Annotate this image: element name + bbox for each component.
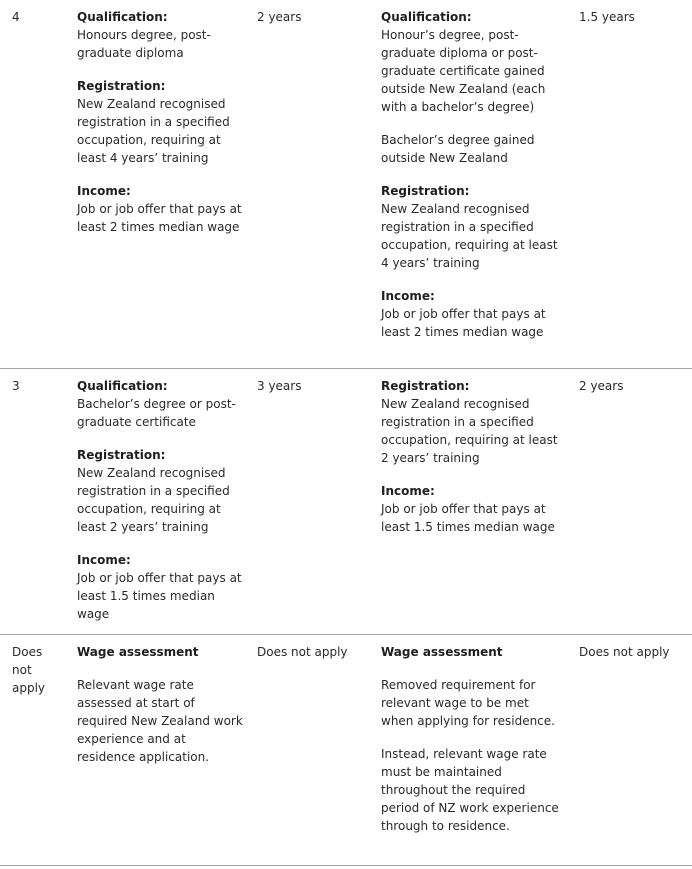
requirement-text: Bachelor’s degree gained outside New Zealand xyxy=(381,133,535,165)
requirement-block xyxy=(77,377,247,431)
requirement-block xyxy=(77,551,247,623)
points-cell: Does not apply xyxy=(12,645,46,695)
current-requirements-cell xyxy=(77,377,247,623)
requirement-text: Job or job offer that pays at least 2 times median wage xyxy=(381,307,546,339)
new-requirements-cell xyxy=(381,8,561,341)
requirement-label: Income: xyxy=(77,553,131,567)
requirement-block xyxy=(381,482,561,536)
current-requirements-cell xyxy=(77,8,247,236)
requirement-label: Qualification: xyxy=(77,379,168,393)
requirement-block xyxy=(381,745,561,835)
requirement-text: Relevant wage rate assessed at start of required New Zealand work experience and at residence application. xyxy=(77,678,243,764)
requirement-text: Bachelor’s degree or post-graduate certificate xyxy=(77,397,236,429)
row-divider xyxy=(0,865,692,866)
requirement-text: Honours degree, post-graduate diploma xyxy=(77,28,211,60)
requirement-text: New Zealand recognised registration in a specified occupation, requiring at least 2 years’ training xyxy=(381,397,558,465)
requirement-label: Registration: xyxy=(381,184,470,198)
requirement-block xyxy=(77,446,247,536)
requirement-block xyxy=(381,8,561,116)
requirement-label: Registration: xyxy=(77,448,166,462)
requirement-block xyxy=(381,377,561,467)
requirement-block xyxy=(77,182,247,236)
requirement-block xyxy=(381,131,561,167)
requirement-block xyxy=(381,182,561,272)
current-time-cell: 3 years xyxy=(257,379,302,393)
current-time-cell: 2 years xyxy=(257,10,302,24)
table-row xyxy=(0,369,692,635)
requirement-block xyxy=(381,643,561,661)
requirement-text: Instead, relevant wage rate must be maintained throughout the required period of NZ work experience through to residence. xyxy=(381,747,559,833)
requirement-text: New Zealand recognised registration in a specified occupation, requiring at least 4 years’ training xyxy=(77,97,230,165)
requirement-label: Income: xyxy=(381,289,435,303)
requirement-text: Job or job offer that pays at least 1.5 times median wage xyxy=(381,502,555,534)
requirement-label: Wage assessment xyxy=(381,645,503,659)
points-cell: 4 xyxy=(12,10,20,24)
current-requirements-cell xyxy=(77,643,247,766)
table-row xyxy=(0,635,692,866)
requirement-block xyxy=(77,77,247,167)
requirement-text: Honour’s degree, post-graduate diploma or post-graduate certificate gained outside New Zealand (each with a bachelor’s degree) xyxy=(381,28,546,114)
requirement-label: Wage assessment xyxy=(77,645,199,659)
table-row xyxy=(0,0,692,369)
new-requirements-cell xyxy=(381,643,561,835)
requirement-block xyxy=(381,287,561,341)
requirement-text: Removed requirement for relevant wage to be met when applying for residence. xyxy=(381,678,555,728)
requirement-label: Qualification: xyxy=(77,10,168,24)
requirement-text: New Zealand recognised registration in a specified occupation, requiring at least 4 years’ training xyxy=(381,202,558,270)
requirement-text: Job or job offer that pays at least 1.5 times median wage xyxy=(77,571,242,621)
requirement-label: Registration: xyxy=(381,379,470,393)
requirement-block xyxy=(77,643,247,661)
requirement-block xyxy=(77,676,247,766)
current-time-cell: Does not apply xyxy=(257,645,348,659)
requirement-block xyxy=(381,676,561,730)
requirement-text: Job or job offer that pays at least 2 times median wage xyxy=(77,202,242,234)
requirement-label: Registration: xyxy=(77,79,166,93)
requirement-label: Income: xyxy=(77,184,131,198)
points-cell: 3 xyxy=(12,379,20,393)
new-time-cell: Does not apply xyxy=(579,645,670,659)
new-time-cell: 2 years xyxy=(579,379,624,393)
requirement-text: New Zealand recognised registration in a specified occupation, requiring at least 2 years’ training xyxy=(77,466,230,534)
new-time-cell: 1.5 years xyxy=(579,10,635,24)
requirement-label: Qualification: xyxy=(381,10,472,24)
requirement-label: Income: xyxy=(381,484,435,498)
requirement-block xyxy=(77,8,247,62)
new-requirements-cell xyxy=(381,377,561,536)
